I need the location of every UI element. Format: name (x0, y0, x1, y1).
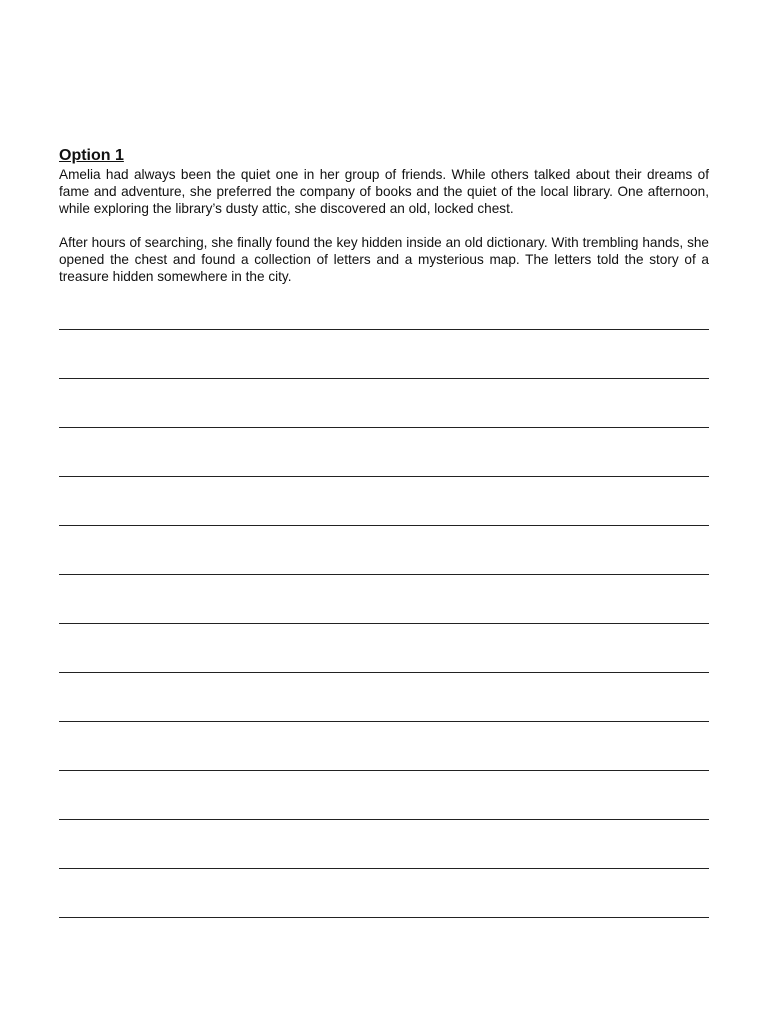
writing-line (59, 476, 709, 477)
writing-line (59, 917, 709, 918)
writing-line (59, 329, 709, 330)
writing-line (59, 868, 709, 869)
writing-line (59, 378, 709, 379)
story-paragraph-1: Amelia had always been the quiet one in her group of friends. While others talked about their dreams of fame and adventure, she preferred the company of books and the quiet of the local library. One afternoon, while exploring the library’s dusty attic, she discovered an old, locked chest. (59, 167, 709, 216)
writing-line (59, 721, 709, 722)
option-title: Option 1 (59, 147, 124, 164)
worksheet-section (59, 146, 709, 285)
writing-line (59, 525, 709, 526)
writing-line (59, 427, 709, 428)
writing-line (59, 672, 709, 673)
writing-line (59, 574, 709, 575)
writing-lines (59, 329, 709, 966)
writing-line (59, 770, 709, 771)
writing-line (59, 623, 709, 624)
writing-line (59, 819, 709, 820)
story-paragraph-2: After hours of searching, she finally found the key hidden inside an old dictionary. With trembling hands, she opened the chest and found a collection of letters and a mysterious map. The letters told the story of a treasure hidden somewhere in the city. (59, 235, 709, 284)
